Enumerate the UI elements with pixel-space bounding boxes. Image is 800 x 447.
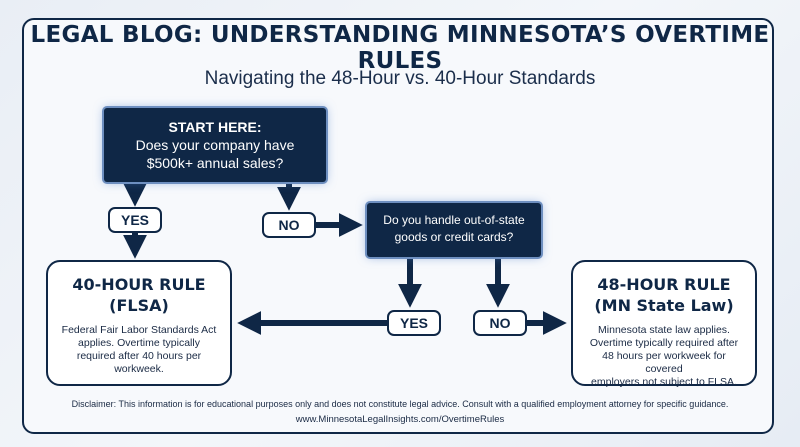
page-title: LEGAL BLOG: UNDERSTANDING MINNESOTA’S OVERTIME RULES	[30, 22, 770, 74]
rule-40-title: 40-HOUR RULE	[72, 275, 206, 294]
question2-line2: goods or credit cards?	[394, 230, 514, 244]
rule-48-description	[583, 324, 745, 389]
yes-pill-question2: YES	[387, 310, 441, 336]
yes-pill-start: YES	[108, 207, 162, 233]
rule-40-subtitle: (FLSA)	[109, 296, 169, 315]
start-label: START HERE:	[168, 119, 262, 135]
rule-48-desc-line2: Overtime typically required after	[589, 337, 739, 349]
start-question-line1: Does your company have	[135, 137, 295, 153]
rule-40-desc-line1: Federal Fair Labor Standards Act	[61, 324, 217, 336]
rule-40-description	[58, 324, 220, 376]
no-pill-start: NO	[262, 212, 316, 238]
rule-48-desc-line3: 48 hours per workweek for covered	[602, 350, 726, 375]
rule-40-desc-line4: workweek.	[114, 363, 164, 375]
page-subtitle: Navigating the 48-Hour vs. 40-Hour Standards	[204, 68, 596, 89]
no-pill-question2: NO	[473, 310, 527, 336]
rule-40-desc-line2: applies. Overtime typically	[78, 337, 200, 349]
question2-line1: Do you handle out-of-state	[383, 213, 525, 227]
rule-48-subtitle: (MN State Law)	[594, 296, 734, 315]
rule-48-hour-box	[571, 260, 757, 386]
rule-40-hour-box	[46, 260, 232, 386]
rule-40-desc-line3: required after 40 hours per	[76, 350, 202, 362]
rule-48-title: 48-HOUR RULE	[597, 275, 731, 294]
start-node	[104, 108, 326, 182]
rule-48-desc-line4: employers not subject to FLSA.	[591, 376, 737, 388]
start-question-line2: $500k+ annual sales?	[146, 155, 284, 171]
disclaimer-text: Disclaimer: This information is for educational purposes only and does not constitute legal advice. Consult with a qualified employment attorney for specific guidance.	[71, 399, 729, 409]
footer-url[interactable]: www.MinnesotaLegalInsights.com/OvertimeRules	[295, 414, 505, 425]
rule-48-desc-line1: Minnesota state law applies.	[598, 324, 730, 336]
question2-node	[367, 203, 541, 257]
